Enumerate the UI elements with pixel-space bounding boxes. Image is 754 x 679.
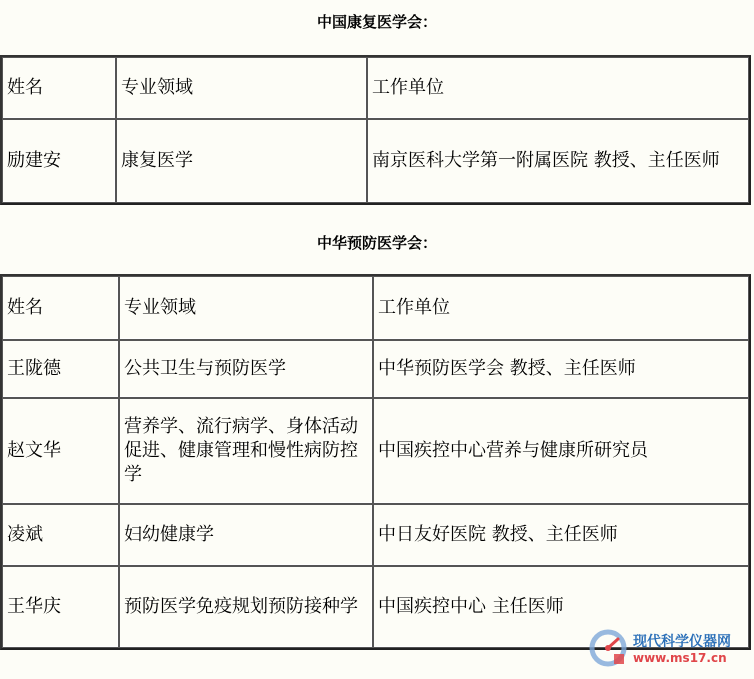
table-row bbox=[2, 340, 749, 398]
site-watermark bbox=[588, 628, 750, 672]
preventive-association-table bbox=[0, 274, 751, 650]
header-field: 专业领域 bbox=[119, 276, 373, 340]
table-row bbox=[2, 398, 749, 504]
table-row bbox=[2, 119, 749, 203]
cell-name: 励建安 bbox=[2, 119, 116, 203]
cell-name: 凌斌 bbox=[2, 504, 119, 566]
cell-field: 公共卫生与预防医学 bbox=[119, 340, 373, 398]
gauge-logo-icon bbox=[588, 628, 628, 668]
cell-workplace: 中日友好医院 教授、主任医师 bbox=[373, 504, 749, 566]
header-field: 专业领域 bbox=[116, 57, 367, 119]
watermark-site-name: 现代科学仪器网 bbox=[633, 634, 731, 650]
header-name: 姓名 bbox=[2, 276, 119, 340]
section-title-rehab: 中国康复医学会： bbox=[316, 13, 437, 31]
table-header-row bbox=[2, 276, 749, 340]
cell-field: 妇幼健康学 bbox=[119, 504, 373, 566]
cell-name: 王陇德 bbox=[2, 340, 119, 398]
watermark-site-url: www.ms17.cn bbox=[633, 651, 727, 665]
table-row bbox=[2, 504, 749, 566]
cell-field: 预防医学免疫规划预防接种学 bbox=[119, 566, 373, 648]
section-title-preventive: 中华预防医学会： bbox=[316, 234, 437, 252]
cell-workplace: 南京医科大学第一附属医院 教授、主任医师 bbox=[367, 119, 749, 203]
cell-workplace: 中国疾控中心 主任医师 bbox=[373, 566, 749, 648]
cell-name: 王华庆 bbox=[2, 566, 119, 648]
cell-name: 赵文华 bbox=[2, 398, 119, 504]
cell-field: 康复医学 bbox=[116, 119, 367, 203]
header-name: 姓名 bbox=[2, 57, 116, 119]
cell-workplace: 中国疾控中心营养与健康所研究员 bbox=[373, 398, 749, 504]
cell-workplace: 中华预防医学会 教授、主任医师 bbox=[373, 340, 749, 398]
rehab-association-table bbox=[0, 55, 751, 205]
header-workplace: 工作单位 bbox=[367, 57, 749, 119]
table-header-row bbox=[2, 57, 749, 119]
cell-field: 营养学、流行病学、身体活动促进、健康管理和慢性病防控学 bbox=[119, 398, 373, 504]
header-workplace: 工作单位 bbox=[373, 276, 749, 340]
